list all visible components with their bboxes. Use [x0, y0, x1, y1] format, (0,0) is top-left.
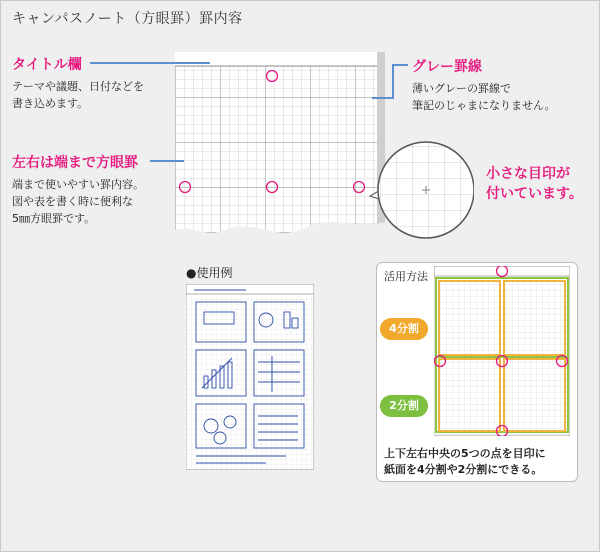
howto-grid-illustration [434, 266, 570, 436]
page-title: キャンパスノート（方眼罫）罫内容 [12, 11, 243, 27]
tag-4-split: 4分割 [380, 318, 428, 340]
notebook-page-illustration [175, 52, 385, 252]
usage-heading: ●使用例 [186, 266, 233, 280]
howto-caption: 上下左右中央の5つの点を目印に 紙面を4分割や2分割にできる。 [384, 447, 546, 476]
callout-title-field-text: テーマや議題、日付などを 書き込めます。 [12, 80, 144, 110]
callout-line-icon [392, 64, 408, 66]
callout-edge-grid-heading: 左右は端まで方眼罫 [12, 155, 138, 171]
callout-line-icon [90, 62, 210, 64]
callout-gray-lines-text: 薄いグレーの罫線で 筆記のじゃまになりません。 [412, 82, 556, 112]
howto-heading: 活用方法 [384, 270, 428, 283]
callout-line-icon [150, 160, 184, 162]
usage-example-illustration [186, 284, 314, 470]
magnifier-illustration [364, 130, 474, 250]
callout-small-marks-heading: 小さな目印が 付いています。 [486, 166, 583, 202]
callout-title-field-heading: タイトル欄 [12, 57, 82, 73]
callout-gray-lines-heading: グレー罫線 [412, 59, 482, 75]
tag-2-split: 2分割 [380, 395, 428, 417]
callout-edge-grid-text: 端まで使いやすい罫内容。 図や表を書く時に便利な 5㎜方眼罫です。 [12, 178, 144, 225]
